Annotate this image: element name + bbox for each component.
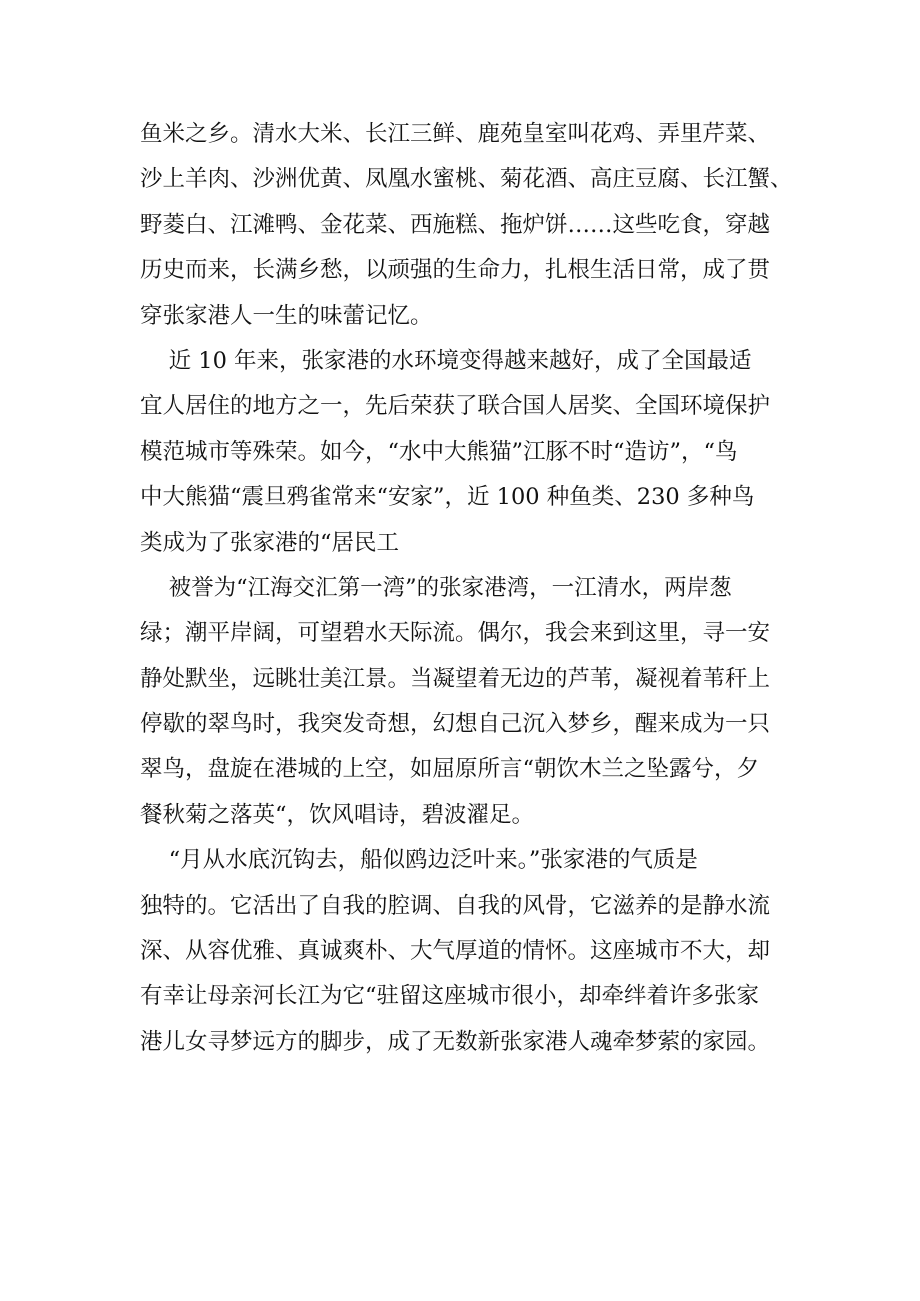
text-line: 野菱白、江滩鸭、金花菜、西施糕、拖炉饼……这些吃食，穿越 — [140, 211, 771, 238]
text-line: 停歇的翠鸟时，我突发奇想，幻想自己沉入梦乡，醒来成为一只 — [140, 711, 771, 738]
text-line: 中大熊猫“震旦鸦雀常来“安家”，近 100 种鱼类、230 多种鸟 — [140, 484, 755, 511]
text-line: 类成为了张家港的“居民工 — [140, 529, 400, 556]
text-line: 深、从容优雅、真诚爽朴、大气厚道的情怀。这座城市不大，却 — [140, 938, 771, 965]
text-line: 穿张家港人一生的味蕾记忆。 — [140, 302, 433, 329]
text-line: 历史而来，长满乡愁，以顽强的生命力，扎根生活日常，成了贯 — [140, 257, 771, 284]
text-line: 近 10 年来，张家港的水环境变得越来越好，成了全国最适 — [140, 347, 752, 374]
text-line: 独特的。它活出了自我的腔调、自我的风骨，它滋养的是静水流 — [140, 892, 771, 919]
text-line: 港儿女寻梦远方的脚步，成了无数新张家港人魂牵梦萦的家园。 — [140, 1028, 771, 1055]
text-line: 沙上羊肉、沙洲优黄、凤凰水蜜桃、菊花酒、高庄豆腐、长江蟹、 — [140, 166, 793, 193]
text-line: 鱼米之乡。清水大米、长江三鲜、鹿苑皇室叫花鸡、弄里芹菜、 — [140, 121, 771, 147]
text-line: 有幸让母亲河长江为它“驻留这座城市很小，却牵绊着许多张家 — [140, 983, 760, 1010]
text-line: 绿；潮平岸阔，可望碧水天际流。偶尔，我会来到这里，寻一安 — [140, 620, 771, 647]
text-line: 餐秋菊之落英“，饮风唱诗，碧波濯足。 — [140, 801, 535, 828]
text-line: 模范城市等殊荣。如今，“水中大熊猫”江豚不时“造访”，“鸟 — [140, 438, 738, 465]
text-line: 被誉为“江海交汇第一湾”的张家港湾，一江清水，两岸葱 — [140, 574, 732, 601]
text-line: 宜人居住的地方之一，先后荣获了联合国人居奖、全国环境保护 — [140, 393, 771, 420]
text-line: 翠鸟，盘旋在港城的上空，如屈原所言“朝饮木兰之坠露兮，夕 — [140, 756, 760, 783]
article-body — [140, 112, 800, 1065]
text-line: “月从水底沉钩去，船似鸥边泛叶来。”张家港的气质是 — [140, 847, 698, 874]
text-line: 静处默坐，远眺壮美江景。当凝望着无边的芦苇，凝视着苇秆上 — [140, 665, 771, 692]
